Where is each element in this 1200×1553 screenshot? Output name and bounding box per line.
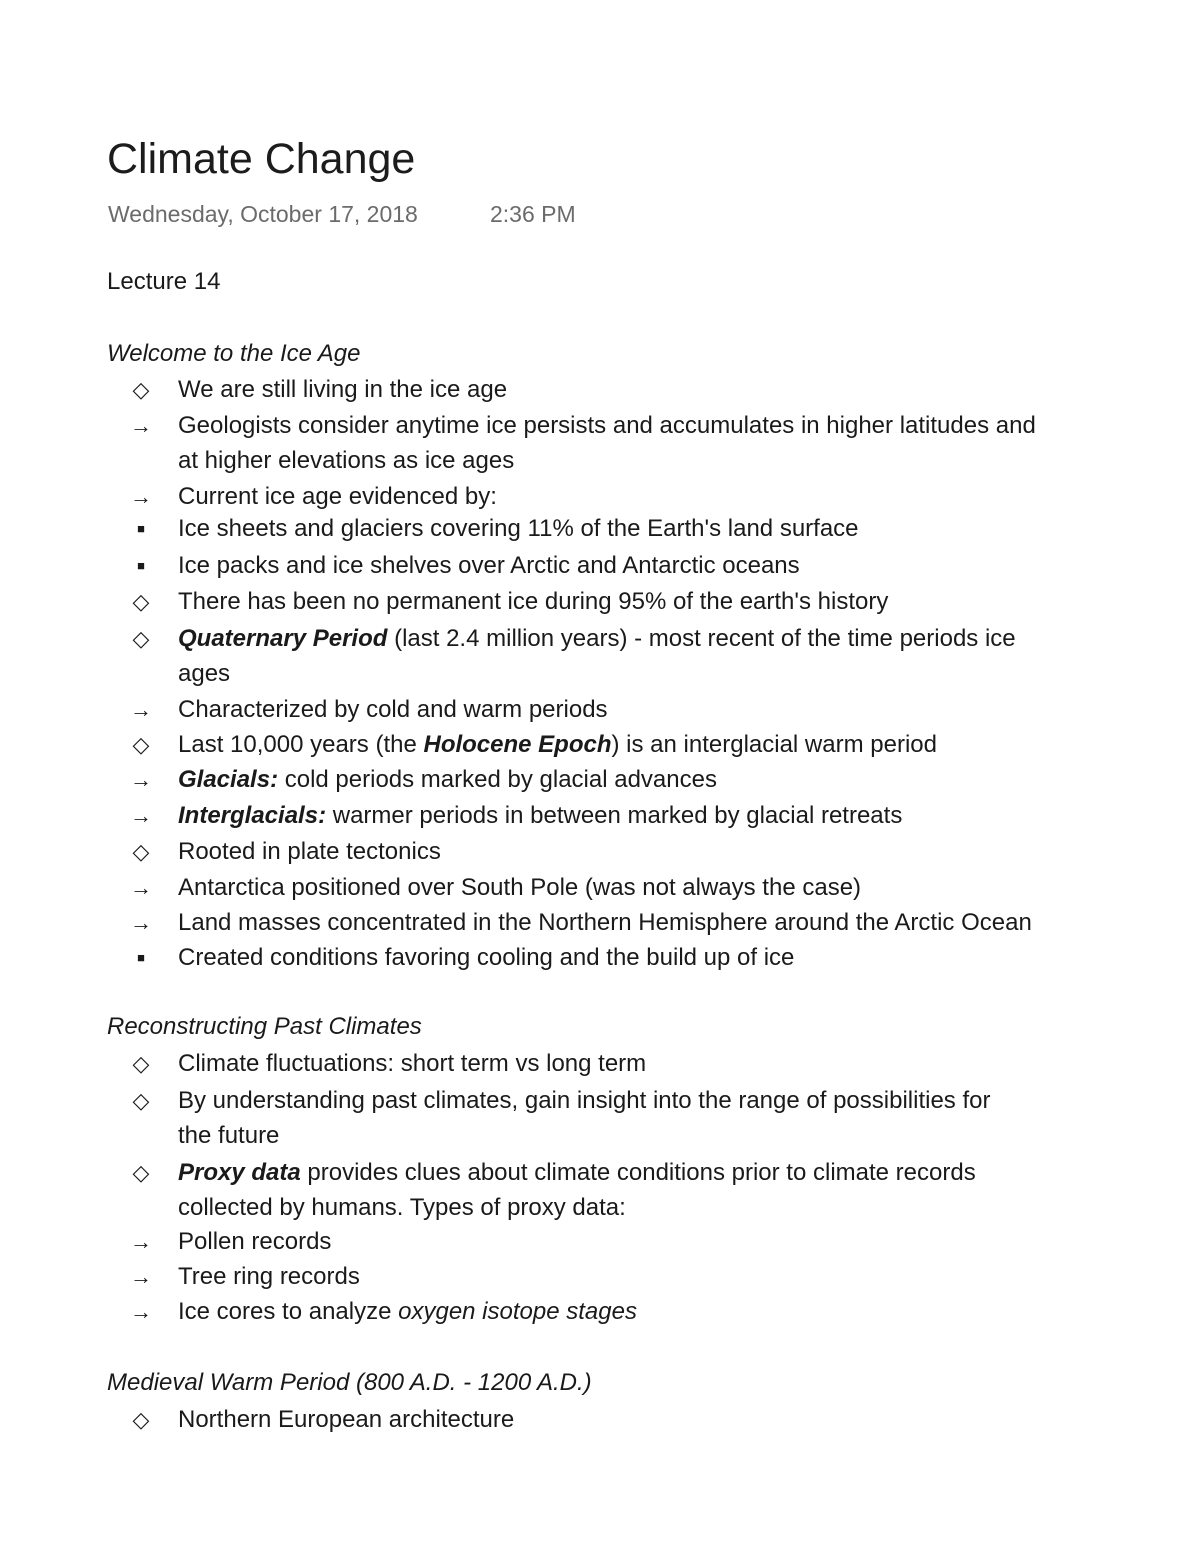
arrow-bullet-icon: → [130, 767, 152, 792]
list-item: Ice cores to analyze oxygen isotope stages [178, 1298, 637, 1325]
list-item: Northern European architecture [178, 1406, 515, 1433]
diamond-bullet-icon: ◇ [132, 1407, 150, 1432]
list-item: Last 10,000 years (the Holocene Epoch) is an interglacial warm period [178, 731, 937, 758]
list-item: Land masses concentrated in the Northern Hemisphere around the Arctic Ocean [178, 909, 1032, 936]
list-item: By understanding past climates, gain insight into the range of possibilities for [178, 1087, 991, 1114]
diamond-bullet-icon: ◇ [132, 839, 150, 864]
section-heading: Medieval Warm Period (800 A.D. - 1200 A.D.) [107, 1369, 592, 1396]
section-heading: Reconstructing Past Climates [107, 1013, 422, 1040]
diamond-bullet-icon: ◇ [132, 589, 150, 614]
list-item: Ice packs and ice shelves over Arctic and Antarctic oceans [178, 552, 800, 579]
arrow-bullet-icon: → [130, 875, 152, 900]
list-item-continuation: ages [178, 660, 231, 687]
page-title: Climate Change [107, 135, 416, 183]
list-item: We are still living in the ice age [178, 376, 508, 403]
list-item: Characterized by cold and warm periods [178, 696, 608, 723]
list-item-continuation: collected by humans. Types of proxy data: [178, 1194, 626, 1221]
diamond-bullet-icon: ◇ [132, 1160, 150, 1185]
arrow-bullet-icon: → [130, 1229, 152, 1254]
list-item: Geologists consider anytime ice persists and accumulates in higher latitudes and [178, 412, 1036, 439]
square-bullet-icon: ■ [137, 950, 145, 965]
list-item-continuation: at higher elevations as ice ages [178, 447, 515, 474]
list-item: Current ice age evidenced by: [178, 483, 497, 510]
list-item: Created conditions favoring cooling and the build up of ice [178, 944, 795, 971]
list-item: Pollen records [178, 1228, 332, 1255]
note-time: 2:36 PM [490, 201, 576, 227]
list-item: Glacials: cold periods marked by glacial advances [178, 766, 717, 793]
diamond-bullet-icon: ◇ [132, 1088, 150, 1113]
list-item: Climate fluctuations: short term vs long term [178, 1050, 647, 1077]
list-item: Proxy data provides clues about climate conditions prior to climate records [178, 1159, 976, 1186]
arrow-bullet-icon: → [130, 697, 152, 722]
note-date: Wednesday, October 17, 2018 [108, 201, 418, 227]
list-item: Quaternary Period (last 2.4 million years) - most recent of the time periods ice [178, 625, 1016, 652]
square-bullet-icon: ■ [137, 558, 145, 573]
arrow-bullet-icon: → [130, 413, 152, 438]
list-item-continuation: the future [178, 1122, 280, 1149]
list-item: Antarctica positioned over South Pole (was not always the case) [178, 874, 862, 901]
lecture-label: Lecture 14 [107, 268, 221, 295]
arrow-bullet-icon: → [130, 1264, 152, 1289]
diamond-bullet-icon: ◇ [132, 626, 150, 651]
arrow-bullet-icon: → [130, 910, 152, 935]
list-item: Tree ring records [178, 1263, 360, 1290]
list-item: There has been no permanent ice during 95% of the earth's history [178, 588, 889, 615]
diamond-bullet-icon: ◇ [132, 377, 150, 402]
section-heading: Welcome to the Ice Age [107, 340, 361, 367]
list-item: Rooted in plate tectonics [178, 838, 441, 865]
arrow-bullet-icon: → [130, 484, 152, 509]
arrow-bullet-icon: → [130, 803, 152, 828]
list-item: Ice sheets and glaciers covering 11% of the Earth's land surface [178, 515, 859, 542]
square-bullet-icon: ■ [137, 521, 145, 536]
list-item: Interglacials: warmer periods in between marked by glacial retreats [178, 802, 903, 829]
arrow-bullet-icon: → [130, 1299, 152, 1324]
diamond-bullet-icon: ◇ [132, 1051, 150, 1076]
diamond-bullet-icon: ◇ [132, 732, 150, 757]
